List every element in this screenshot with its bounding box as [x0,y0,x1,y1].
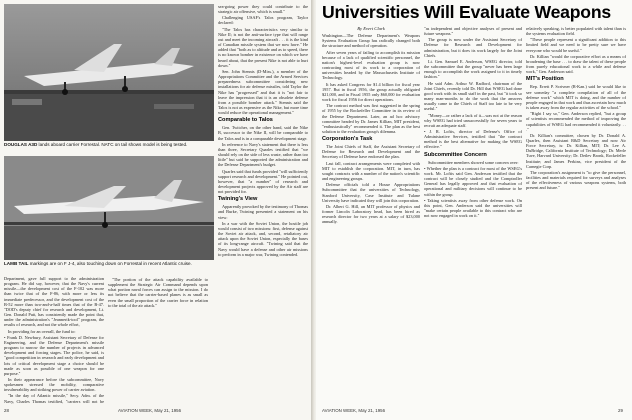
left-page [0,0,311,420]
mits-position-subhead: MIT's Position [526,76,564,83]
photo2-caption-text: markings are on F J-4, also touching down on Forrestal in recent Atlantic cruise. [29,261,192,266]
right-col3-para-3: Dr. Killian "would the corporative effort as a means of broadening the base . . . to draw the talent of these people from purely educational work to a while and defense work," Gen. Anderson said. [526,53,626,75]
subcommittee-concern-subhead: Subcommittee Concern [424,151,487,158]
left-page-number: 28 [4,408,9,413]
right-col2-para-7: Subcommittee members showed some concern over: [428,159,519,165]
right-col3-para-6: Dr. Killian's committee, chosen by Dr. Donald A. Quarles, then Assistant R&D Secretary and now Air Force Secretary, is: Dr. Killian, MIT; Dr. Lee A. DuBridge, California Institute of Technology; Dr. Merle Tuve, Harvard University; Dr. Detlev Bronk, Rockefeller Institute; and James Perkins, vice president of the Carnegie Corp. [526,132,626,169]
left-col3-para-4: Sen. John Stennis (D-Miss.), a member of the Appropriations Committee and the Armed Services preparedness subcommittee considering new installations for air defense missiles, told Taylor the Nike has "progressed" and that it is "not fair to leave the impression that it is an obsolete defense from a possible bomber attack." Stennis said the Talos is not as expensive as the Nike, but more time would reduce the operational management." [218,68,308,116]
left-col3-para-5: Gen. Twitcher, on the other hand, said the Nike B, successor to the Nike II, will be comparable to the Talos and is in a comparable development stage. [218,125,308,141]
right-col1-para-4: The contract method was first suggested in the spring of 1955 by the Rockefeller Committee in its review of the Defense Department. Later, an ad hoc advisory committee headed by Dr. James Killian, MIT president, "enthusiastically" recommended it. The plan as the best solution to the evaluation group's dilemma. [322,103,420,134]
left-article-column-1 [4,276,104,404]
left-col2-para-1: "The portion of the attack capability available to supplement the Strategic Air Command depends upon what portion naval forces can assign to the mission. I do not believe that the carrier-based planes is as small as even the small proportion of the carrier force in relation to the total of the air attack." [108,277,208,308]
right-col1-para-7: Defense officials told a House Appropriations Subcommittee that the universities of Technology, Stanford University, Case Institute and Tulane University have indicated they will join this corporation. [322,182,420,203]
right-col1-para-8: Dr. Albert G. Hill, an MIT professor of physics and former Lincoln Laboratory head, has been hired as research director for two years at a salary of $23,000 annually. [322,203,420,225]
right-col3-para-1: relatively speaking, is better populated with talent than is the systems evaluation field. [526,26,626,37]
left-article-column-2 [108,276,208,404]
right-col2-para-2: The group is now under the Assistant Secretary of Defense for Research and Development for administration, but it does its work largely for the Joint Chiefs. [424,37,522,58]
right-article-column-1 [322,26,420,404]
left-col1-para-3: • Frank D. Newbury, Assistant Secretary of Defense for Engineering, and the Defense Department's missile program to narrow the number of projects in advanced development and forcing stages. The police, he said, is "good competition in research and early development and lots of critical development stage a choice should be made as soon as possible of one weapon for one purpose." [4,334,104,376]
carrier-landing-photo-image [4,4,214,141]
jet-touchdown-photo-image [4,156,214,260]
right-col3-para-7: The corporation's assignment is "to give the personnel, facilities and materials required for surveys and analyses of the effectiveness of various weapons systems, both present and future." [526,169,626,191]
photo1-caption-text: lands aboard carrier Forrestal. NATC on tail shows model is being tested. [38,142,188,147]
photo2-caption-lead: LAMB TAIL [4,261,29,266]
left-col3-para-7: Quarles said that funds provided "will sufficiently support research and development." He pointed out, however, that "a number" of research and development projects approved by the Air staff are not provided for. [218,168,308,195]
photo2-caption [4,261,212,266]
right-issue-line: AVIATION WEEK, May 21, 1956 [322,408,386,413]
corporations-task-subhead: Corporation's Task [322,136,373,143]
jet-touchdown-photo [4,156,214,260]
photo1-caption [4,142,212,147]
left-col3-para-2: Challenging USAF's Talos program, Taylor declared: [218,15,308,26]
right-col1-para-5: The Joint Chiefs of Staff, the Assistant Secretary of Defense for Research and Development and the Secretary of Defense have endorsed the plan. [322,144,420,160]
carrier-landing-photo [4,4,214,141]
right-col1-para-6: Last fall, contract arrangements were completed with MIT to establish the corporation. MIT, in turn, has sought contracts with a number of the nation's scientific and engineering groups. [322,160,420,182]
left-col1-para-1: Department, gave full support to the administration program. He did say, however, that the Navy's current missile—the development cost of the F-102 was more than twice that of the F-86, with more or less its immediate predecessor, and the development cost of the B-52 more than two-and-a-half times that of the B-47. "DOD's deputy chief for research and development, Lt. Gen. Donald Putt, has consistently made the point that, under the administration's "Jeannerik-tool" program, the results of research, and not the whole effort, [4,276,104,328]
left-article-column-3 [218,4,308,404]
right-col2-para-5: "Money—or rather a lack of it—was not at the reason why WSEG had tried unsuccessfully for seven years to recruit an adequate staff. [424,112,522,128]
photo1-caption-lead: DOUGLAS A3D [4,142,38,147]
twinings-view-subhead: Twining's View [218,196,258,203]
right-col2-para-4: He said Adm. Arthur W. Radford, chairman of the Joint Chiefs, recently told Dr. Hill that WSEG had done good work with its small staff in the past, but "it took so many man-months to do the work that the answers usually came to the Chiefs of Staff too late to be very useful." [424,80,522,112]
right-col1-para-2: After seven years of failing to accomplish its mission because of a lack of qualified scientific personnel, the nation's highest-level evaluation group is now contracting most of its work to a corporation of universities headed by the Massachusetts Institute of Technology. [322,49,420,81]
right-col1-para-3: It has asked Congress for $1.4 billion for fiscal year 1957. But in fiscal 1956, the group actually obligated $21,000, and in Fiscal 1955 only $60,000 for evaluation work for fiscal 1956 for direct operations. [322,81,420,103]
right-col2-para-1: "as independent and objective analyses of present and future weapons." [424,26,522,37]
left-col3-para-3: "The Talos has characteristics very similar to Nike II; is not the anti-surface type that will range out and meet the incoming aircraft . . . it is the kind of Canadian missile system that we now have." He added that "both as to altitude and as to speed, there is no known bomber in existence on which we have heard about, that the present Nike is not able to hurt down." [218,26,308,68]
right-col3-para-2: "These people represent a significant addition to this limited field and we need to be pretty sure we have everyone who would be useful." [526,37,626,53]
right-col2-para-3: Lt. Gen. Samuel E. Anderson, WSEG director, told the subcommittee that the group "never has been large enough to accomplish the work assigned to it in timely fashion." [424,58,522,80]
left-col3-para-10: In a war with the Soviet Union, the hostile job would consist of two missions: first, defense against the Soviet air attack, and, second, retaliatory air attack upon the Soviet Union, especially the bases of its long-range aircraft. "Twining said that the Navy would have a defense and other air missions to perform in a major war, Twining contended. [218,220,308,257]
left-col1-para-2: In providing for an overall, the fund to: [8,328,76,334]
left-col3-para-9: Apparently provoked by the testimony of Thomas and Burke, Twining presented a statement on his view: [218,204,308,220]
comparable-to-talos-subhead: Comparable to Talos [218,117,273,124]
left-col1-para-5: "In the day of Atlantic missile," Secy. Adm. of the Navy, Charles Thomas testified, "carriers will not be [4,393,104,404]
left-col1-para-4: In their appearance before the subcommittee, Navy spokesmen stressed the mobility, comparative invulnerability and striking power of carrier aviation. [4,376,104,393]
left-issue-line: AVIATION WEEK, May 21, 1956 [118,408,182,413]
article-byline: By Evert Clark [357,26,385,31]
right-page-number: 29 [618,408,623,413]
right-col2-para-6: • J. R. Loftis, director of Defense's Office of Administrative Services, testified that "the contract method is the best alternative for making the WSEG effective." [424,128,522,150]
right-col3-para-5: "Right I say so," Gen. Anderson replied, "but a group of scientists recommended the method of improving the capabilities of WSEG had recommended it voluntarily. . . ." [526,111,626,132]
right-col2-para-8: • Whether the plan is a contract for most of the WSEG's work. Mr. Loftis said Gen. Anderson testified that the contract will be closely studied and the Comptroller General has legally approved and that evaluation of operational and military decisions will continue to be within the group. [424,165,522,197]
right-col3-para-4: Rep. Errett P. Scrivner (R-Kan.) said he would like to see someday "a complete compilation of all of the defense work" which MIT is doing, and the number of people engaged in that work and thus ascertain how much is taken away from the regular activities of the school." [526,84,626,111]
right-col1-para-1: Washington—The Defense Department's Weapons Systems Evaluation Group has radically changed both the structure and method of operation. [322,33,420,49]
right-article-column-2 [424,26,522,404]
left-col3-para-6: In reference to Navy's statement that there is less than three, Secretary Quarles testified that "we should rely on the side of less waste, rather than too little" but said he supported the administration and the Defense Department's budget. [218,141,308,168]
right-col2-para-9: • Taking scientists away from other defense work. On this point, Gen. Anderson said the universities will "make certain people available to this contract who are not now engaged in work on it." [424,197,522,219]
article-headline: Universities Will Evaluate Weapons [322,2,611,22]
left-col3-para-1: sea-going power they could contribute to the strategic air offensive, which is small." [218,4,308,15]
right-article-column-3 [526,26,626,404]
